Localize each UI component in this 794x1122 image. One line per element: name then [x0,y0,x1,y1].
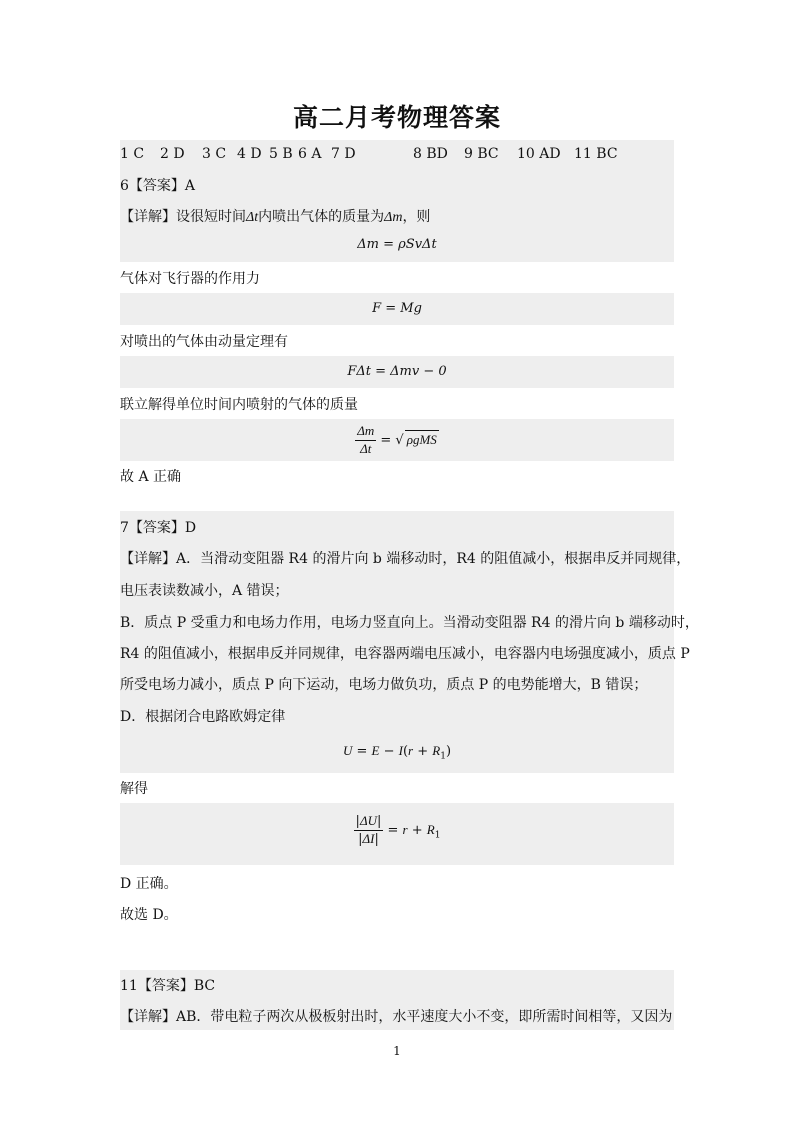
q6-conclusion: 故 A 正确 [120,469,182,485]
document-title: 高二月考物理答案 [292,103,501,132]
answer-key [120,145,680,163]
q6-equation-1: Δm = ρSvΔt [357,237,437,252]
q7-equation-1: $U = E - I(r + R_1)$ [342,743,452,762]
q6-equation-3: FΔt = Δmv − 0 [347,364,447,379]
q7-line-1: 【详解】A．当滑动变阻器 R4 的滑片向 b 端移动时，R4 的阻值减小，根据串反并同规律， [120,551,691,567]
q7-text-choose: 故选 D。 [120,907,178,923]
q7-header: 7【答案】D [120,520,197,536]
q11-header: 11【答案】BC [120,978,216,994]
q6-header: 6【答案】A [120,178,196,194]
q7-line-3: B．质点 P 受重力和电场力作用，电场力竖直向上。当滑动变阻器 R4 的滑片向 b 端移动时， [120,615,699,631]
q6-detail: 【详解】设很短时间Δt内喷出气体的质量为Δm，则 [120,209,431,225]
answer-item: 9 BC [464,146,499,162]
answer-item: 6 A [298,146,322,162]
answer-item: 5 B [269,146,293,162]
answer-item: 1 C [120,146,145,162]
q6-equation-2: F = Mg [372,301,422,316]
q7-text-correct: D 正确。 [120,876,178,892]
answer-item: 10 AD [517,146,561,162]
q7-line-5: 所受电场力减小，质点 P 向下运动，电场力做负功，质点 P 的电势能增大，B 错误； [120,677,648,693]
q7-line-4: R4 的阻值减小，根据串反并同规律，电容器两端电压减小，电容器内电场强度减小，质点 P [120,646,690,662]
q6-text-momentum: 对喷出的气体由动量定理有 [120,334,288,350]
answer-item: 3 C [202,146,227,162]
answer-item: 8 BD [413,146,448,162]
answer-item: 2 D [160,146,185,162]
q7-equation-2: $\frac{|\Delta U|}{|\Delta I|}$ = $r + R_1$ [355,813,441,847]
q6-text-solve: 联立解得单位时间内喷射的气体的质量 [120,397,358,413]
answer-item: 11 BC [574,146,618,162]
page-number: 1 [393,1044,401,1058]
q7-line-2: 电压表读数减小，A 错误； [120,583,289,599]
q7-line-6: D．根据闭合电路欧姆定律 [120,709,286,725]
q7-text-solve: 解得 [120,781,148,797]
q6-equation-4: $\frac{\Delta m}{\Delta t}$ = √ ρgMS [357,423,437,456]
q11-line-1: 【详解】AB．带电粒子两次从极板射出时，水平速度大小不变，即所需时间相等，又因为 [120,1009,673,1025]
answer-item: 4 D [237,146,262,162]
q6-text-force: 气体对飞行器的作用力 [120,271,260,287]
answer-item: 7 D [331,146,356,162]
